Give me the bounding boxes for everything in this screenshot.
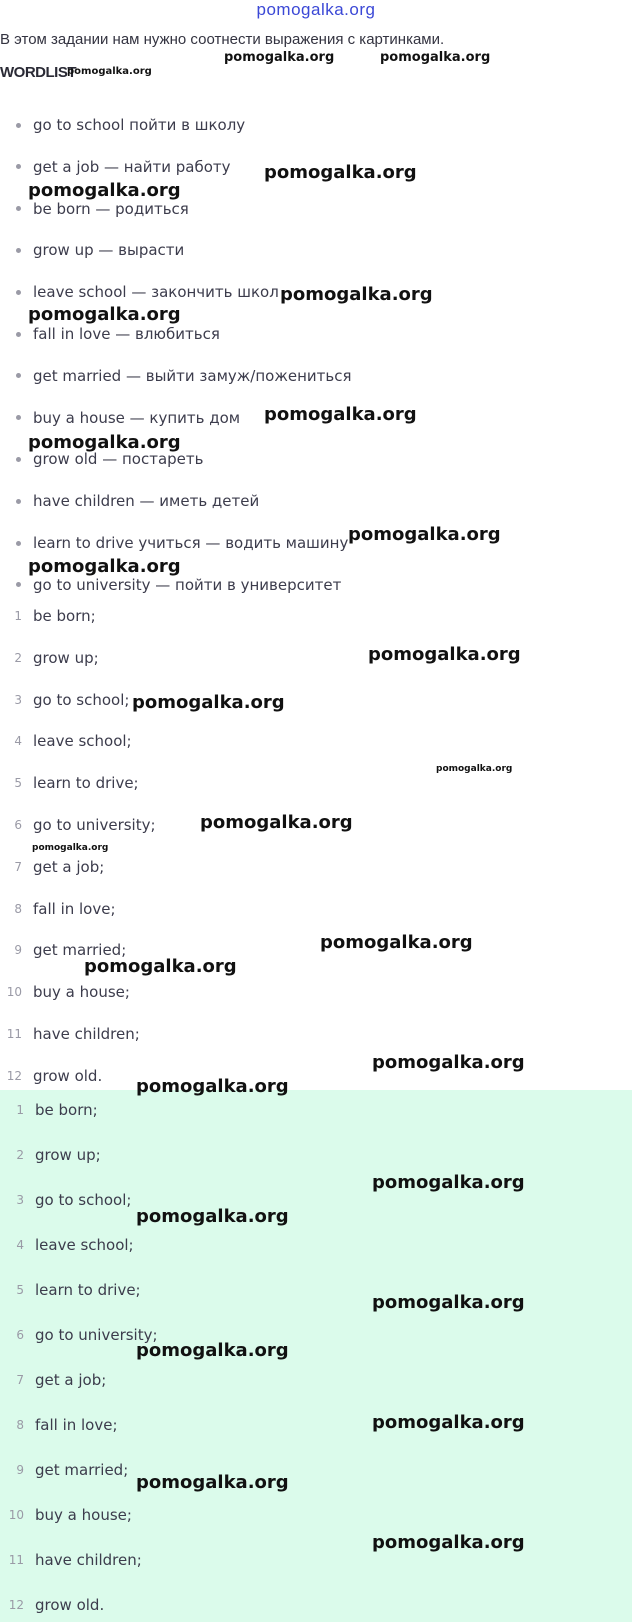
item-number: 3 — [16, 1193, 24, 1207]
item-number: 12 — [8, 1598, 24, 1612]
wordlist-item — [0, 155, 231, 179]
answer-item — [0, 1548, 142, 1572]
item-number: 7 — [16, 1373, 24, 1387]
answer-item — [0, 1098, 98, 1122]
wordlist-item-text: grow up — вырасти — [33, 241, 185, 260]
wordlist-item — [0, 406, 240, 430]
item-number: 1 — [16, 1103, 24, 1117]
answer-item-text: go to school; — [35, 1191, 132, 1209]
numbered-item-text: be born; — [33, 607, 96, 625]
bullet-icon — [0, 242, 33, 258]
answer-item — [0, 1368, 106, 1392]
numbered-item-text: have children; — [33, 1025, 140, 1043]
numbered-item — [0, 897, 116, 921]
wordlist-item-text: buy a house — купить дом — [33, 408, 241, 427]
numbered-item — [0, 1064, 102, 1088]
numbered-item-text: buy a house; — [33, 983, 130, 1002]
wordlist-item-text: learn to drive учиться — водить машину — [33, 534, 349, 552]
wordlist-item — [0, 113, 245, 137]
watermark-text: pomogalka.org — [224, 50, 335, 65]
bullet-icon — [0, 451, 33, 467]
bullet-icon — [0, 410, 33, 426]
watermark-text: pomogalka.org — [28, 180, 181, 201]
item-number: 5 — [16, 1283, 24, 1297]
item-number: 5 — [14, 776, 22, 791]
numbered-item-text: go to university; — [33, 816, 156, 834]
answer-item — [0, 1278, 141, 1302]
watermark-text: pomogalka.org — [264, 404, 417, 425]
bullet-icon — [0, 577, 33, 593]
site-header-logo[interactable]: pomogalka.org — [256, 0, 376, 19]
answer-item — [0, 1188, 131, 1212]
item-number: 7 — [14, 859, 22, 874]
wordlist-item-text: get a job — найти работу — [33, 157, 231, 176]
wordlist-item — [0, 322, 220, 346]
watermark-text: pomogalka.org — [136, 1076, 289, 1097]
watermark-text: pomogalka.org — [380, 50, 491, 65]
wordlist-item-text: grow old — постареть — [33, 450, 204, 469]
wordlist-title: WORDLIST — [0, 64, 76, 81]
wordlist-item-text: go to school пойти в школу — [33, 116, 246, 134]
answer-block — [0, 1090, 632, 1622]
watermark-text: pomogalka.org — [264, 162, 417, 183]
watermark-text: pomogalka.org — [372, 1172, 525, 1193]
wordlist-item-text: go to university — пойти в университет — [33, 575, 342, 594]
answer-item-text: be born; — [35, 1101, 98, 1119]
wordlist-item-text: have children — иметь детей — [33, 492, 260, 511]
numbered-item-text: learn to drive; — [33, 774, 139, 793]
wordlist-item-text: be born — родиться — [33, 199, 189, 218]
answer-item-text: learn to drive; — [35, 1281, 141, 1299]
watermark-text: pomogalka.org — [372, 1412, 525, 1433]
numbered-item — [0, 646, 99, 670]
item-number: 2 — [14, 650, 22, 665]
answer-item-text: buy a house; — [35, 1506, 132, 1524]
watermark-text: pomogalka.org — [136, 1340, 289, 1361]
answer-item — [0, 1458, 128, 1482]
item-number: 8 — [14, 901, 22, 916]
bullet-icon — [0, 117, 33, 133]
wordlist-item-text: leave school — закончить школ — [33, 283, 279, 302]
answer-item — [0, 1593, 104, 1617]
bullet-icon — [0, 201, 33, 217]
item-number: 12 — [6, 1068, 22, 1083]
bullet-icon — [0, 535, 33, 551]
watermark-text: pomogalka.org — [136, 1472, 289, 1493]
answer-item-text: get married; — [35, 1461, 129, 1479]
watermark-text: pomogalka.org — [84, 956, 237, 977]
answer-item-text: leave school; — [35, 1236, 134, 1254]
bullet-icon — [0, 368, 33, 384]
watermark-text: pomogalka.org — [372, 1292, 525, 1313]
answer-item-text: grow old. — [35, 1596, 105, 1614]
numbered-item-text: grow old. — [33, 1066, 103, 1085]
watermark-text: pomogalka.org — [200, 812, 353, 833]
wordlist-item — [0, 489, 259, 513]
bullet-icon — [0, 284, 33, 300]
answer-item-text: grow up; — [35, 1146, 101, 1164]
item-number: 8 — [16, 1418, 24, 1432]
watermark-text: pomogalka.org — [67, 66, 152, 77]
item-number: 11 — [6, 1027, 22, 1041]
bullet-icon — [0, 326, 33, 342]
item-number: 10 — [8, 1508, 24, 1522]
wordlist-item — [0, 238, 184, 262]
answer-item-text: fall in love; — [35, 1416, 118, 1434]
intro-text: В этом задании нам нужно соотнести выражения с картинками. — [0, 31, 445, 48]
item-number: 11 — [8, 1553, 24, 1567]
bullet-icon — [0, 159, 33, 175]
answer-item — [0, 1503, 132, 1527]
watermark-text: pomogalka.org — [132, 692, 285, 713]
item-number: 3 — [14, 692, 22, 707]
numbered-item-text: go to school; — [33, 690, 130, 709]
watermark-text: pomogalka.org — [28, 556, 181, 577]
item-number: 2 — [16, 1148, 24, 1162]
answer-item — [0, 1323, 158, 1347]
item-number: 4 — [14, 734, 22, 749]
numbered-item-text: get married; — [33, 941, 127, 960]
wordlist-item-text: fall in love — влюбиться — [33, 325, 220, 343]
answer-item-text: go to university; — [35, 1326, 158, 1344]
numbered-item-text: leave school; — [33, 732, 132, 751]
numbered-item-text: grow up; — [33, 648, 99, 667]
item-number: 6 — [14, 818, 22, 832]
numbered-item — [0, 771, 139, 795]
watermark-text: pomogalka.org — [372, 1052, 525, 1073]
item-number: 9 — [14, 943, 22, 958]
watermark-text: pomogalka.org — [368, 644, 521, 665]
watermark-text: pomogalka.org — [32, 843, 109, 853]
numbered-item-text: get a job; — [33, 857, 105, 876]
watermark-text: pomogalka.org — [280, 284, 433, 305]
item-number: 1 — [14, 609, 22, 623]
watermark-text: pomogalka.org — [436, 764, 513, 774]
watermark-text: pomogalka.org — [28, 304, 181, 325]
item-number: 6 — [16, 1328, 24, 1342]
wordlist-item — [0, 280, 279, 304]
watermark-text: pomogalka.org — [136, 1206, 289, 1227]
numbered-item-text: fall in love; — [33, 899, 116, 918]
answer-item — [0, 1413, 118, 1437]
answer-item-text: get a job; — [35, 1371, 107, 1389]
item-number: 10 — [6, 985, 22, 1000]
answer-item — [0, 1143, 101, 1167]
wordlist-item — [0, 531, 348, 555]
answer-item-text: have children; — [35, 1551, 142, 1569]
watermark-text: pomogalka.org — [28, 432, 181, 453]
answer-item — [0, 1233, 134, 1257]
numbered-item — [0, 729, 132, 753]
item-number: 9 — [16, 1463, 24, 1477]
numbered-item — [0, 980, 130, 1004]
wordlist-item-text: get married — выйти замуж/пожениться — [33, 366, 352, 385]
item-number: 4 — [16, 1238, 24, 1252]
numbered-item — [0, 855, 104, 879]
watermark-text: pomogalka.org — [320, 932, 473, 953]
bullet-icon — [0, 493, 33, 509]
numbered-item — [0, 604, 96, 628]
watermark-text: pomogalka.org — [372, 1532, 525, 1553]
watermark-text: pomogalka.org — [348, 524, 501, 545]
numbered-item — [0, 1022, 140, 1046]
numbered-item — [0, 813, 156, 837]
numbered-item — [0, 688, 129, 712]
wordlist-item — [0, 364, 351, 388]
